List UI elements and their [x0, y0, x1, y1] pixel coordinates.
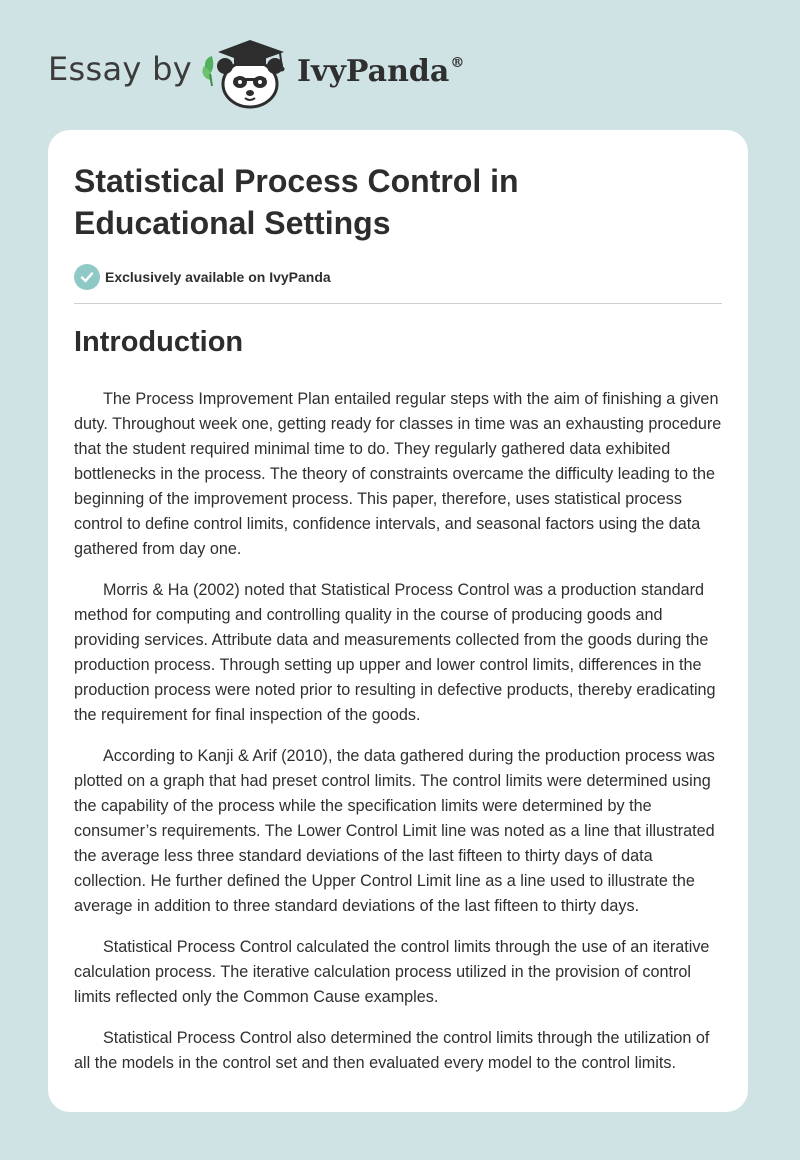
site-header — [0, 0, 800, 130]
exclusive-badge — [74, 263, 331, 291]
paragraph: Statistical Process Control also determined the control limits through the utilization of all the models in the control set and then evaluated every model to the control limits. — [74, 1029, 710, 1072]
divider — [74, 303, 722, 304]
article-body — [74, 387, 726, 1092]
paragraph: The Process Improvement Plan entailed regular steps with the aim of finishing a given duty. Throughout week one, getting ready for classes in time was an exhausting procedure that the student required minimal time to do. They regularly gathered data exhibited bottlenecks in the process. The theory of constraints overcame the difficulty leading to the beginning of the improvement process. This paper, therefore, uses statistical process control to define control limits, confidence intervals, and seasonal factors using the data gathered from day one. — [74, 390, 722, 558]
brand-name[interactable]: IvyPanda® — [297, 54, 465, 89]
check-circle-icon — [74, 264, 100, 290]
registered-mark: ® — [450, 55, 465, 71]
section-heading: Introduction — [74, 326, 244, 358]
paragraph: Morris & Ha (2002) noted that Statistical Process Control was a production standard method for computing and controlling quality in the course of producing goods and providing services. Attribute data and measurements collected from the goods during the production process. Through setting up upper and lower control limits, differences in the production process were noted prior to resulting in defective products, thereby eradicating the requirement for final inspection of the goods. — [74, 581, 716, 724]
badge-label: Exclusively available on IvyPanda — [105, 269, 331, 285]
paragraph: According to Kanji & Arif (2010), the data gathered during the production process was plotted on a graph that had preset control limits. The control limits were determined using the capability of the process while the specification limits were determined by the consumer’s requirements. The Lower Control Limit line was noted as a line that illustrated the average less three standard deviations of the last fifteen to thirty days of data collection. He further defined the Upper Control Limit line as a line used to illustrate the average in addition to three standard deviations of the last fifteen to thirty days. — [74, 747, 715, 915]
article-card — [48, 130, 748, 1112]
article-title: Statistical Process Control in Educational Settings — [74, 163, 519, 241]
essay-by-label: Essay by — [48, 50, 192, 88]
panda-logo-icon[interactable] — [200, 34, 296, 110]
paragraph: Statistical Process Control calculated the control limits through the use of an iterative calculation process. The iterative calculation process utilized in the provision of control limits reflected only the Common Cause examples. — [74, 938, 710, 1006]
